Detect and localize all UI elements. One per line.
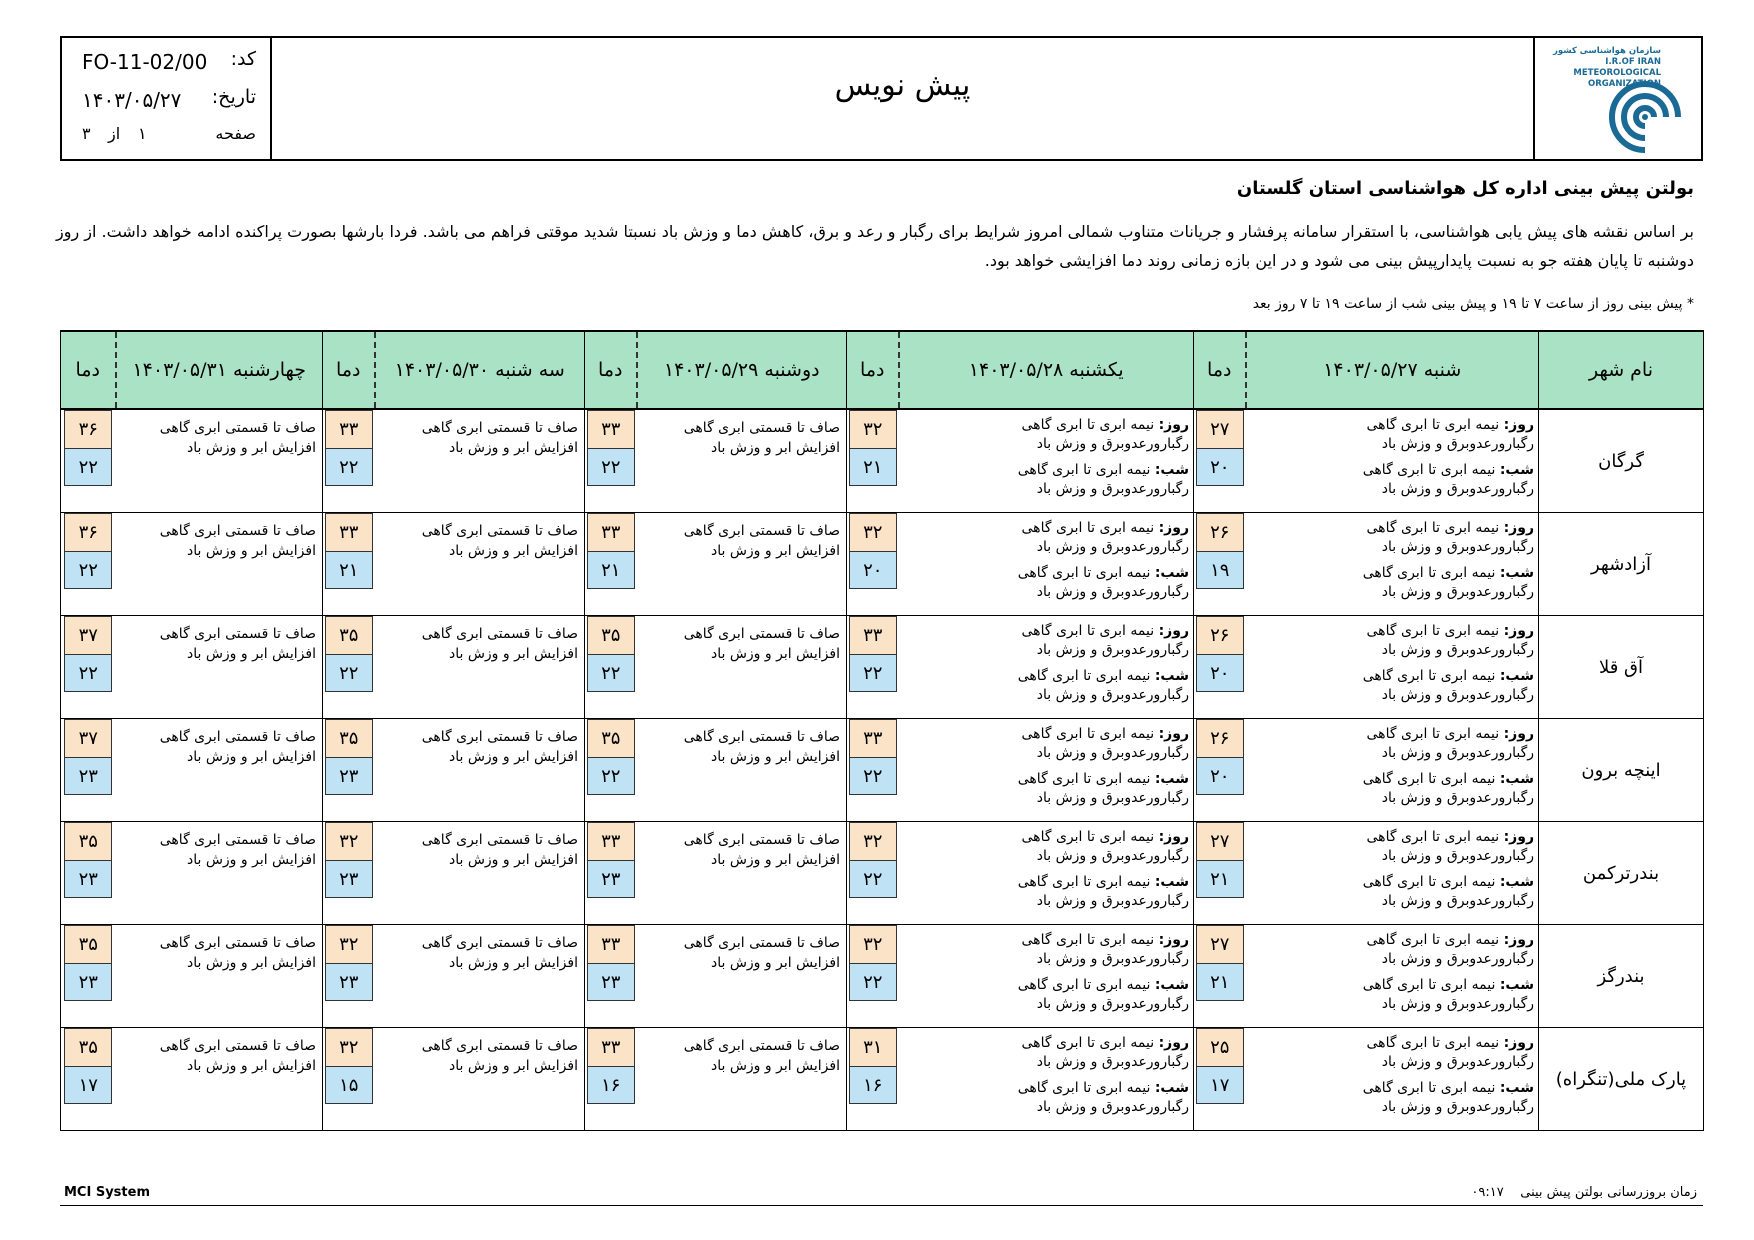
temperature-cell [1194, 616, 1246, 719]
forecast-description [1246, 409, 1539, 513]
bulletin-title: بولتن پیش بینی اداره کل هواشناسی استان گلستان [1236, 178, 1694, 199]
forecast-description [116, 925, 323, 1028]
temperature-cell [585, 409, 637, 513]
night-label: شب: [1154, 874, 1189, 890]
forecast-text: صاف تا قسمتی ابری گاهی افزایش ابر و وزش باد [421, 729, 578, 765]
day-forecast-line2: رگبارورعدوبرق و وزش باد [1381, 436, 1534, 452]
date-label: تاریخ: [211, 86, 256, 108]
temp-header: دما [1194, 331, 1246, 409]
night-forecast-line2: رگبارورعدوبرق و وزش باد [1381, 893, 1534, 909]
min-temperature: ۱۷ [64, 1066, 112, 1104]
temp-header: دما [323, 331, 375, 409]
temperature-cell [585, 822, 637, 925]
max-temperature: ۳۲ [325, 822, 373, 860]
footer-update-time [1471, 1185, 1697, 1200]
day-header: شنبه ۱۴۰۳/۰۵/۲۷ [1246, 331, 1539, 409]
day-label: روز: [1158, 623, 1189, 639]
night-forecast-line1: نیمه ابری تا ابری گاهی [1362, 874, 1496, 890]
night-forecast-line2: رگبارورعدوبرق و وزش باد [1381, 687, 1534, 703]
city-column-header: نام شهر [1539, 331, 1704, 409]
day-forecast-line1: نیمه ابری تا ابری گاهی [1366, 520, 1500, 536]
forecast-description [375, 409, 585, 513]
max-temperature: ۳۲ [325, 1028, 373, 1066]
night-forecast-line2: رگبارورعدوبرق و وزش باد [1036, 996, 1189, 1012]
day-label: روز: [1158, 1035, 1189, 1051]
night-label: شب: [1499, 874, 1534, 890]
night-label: شب: [1154, 462, 1189, 478]
night-forecast-line1: نیمه ابری تا ابری گاهی [1017, 771, 1151, 787]
temperature-cell [61, 1028, 116, 1131]
min-temperature: ۲۲ [849, 963, 897, 1001]
city-name: بندرگز [1539, 925, 1704, 1028]
footer-update-value: ۰۹:۱۷ [1471, 1185, 1504, 1200]
forecast-description [116, 513, 323, 616]
night-label: شب: [1499, 1080, 1534, 1096]
forecast-text: صاف تا قسمتی ابری گاهی افزایش ابر و وزش باد [421, 935, 578, 971]
day-forecast-line1: نیمه ابری تا ابری گاهی [1366, 1035, 1500, 1051]
temperature-cell [323, 616, 375, 719]
min-temperature: ۱۵ [325, 1066, 373, 1104]
max-temperature: ۳۵ [325, 616, 373, 654]
night-label: شب: [1154, 668, 1189, 684]
forecast-text: صاف تا قسمتی ابری گاهی افزایش ابر و وزش باد [683, 1038, 840, 1074]
min-temperature: ۲۲ [64, 551, 112, 589]
page-title: پیش نویس [834, 68, 971, 103]
min-temperature: ۲۲ [849, 757, 897, 795]
page-current: ۱ [138, 124, 147, 143]
temperature-cell [585, 719, 637, 822]
day-label: روز: [1158, 726, 1189, 742]
max-temperature: ۳۲ [325, 925, 373, 963]
forecast-text: صاف تا قسمتی ابری گاهی افزایش ابر و وزش باد [421, 1038, 578, 1074]
day-forecast-line2: رگبارورعدوبرق و وزش باد [1381, 951, 1534, 967]
min-temperature: ۲۳ [587, 860, 635, 898]
code-label: کد: [230, 48, 256, 70]
forecast-description [899, 616, 1194, 719]
night-forecast-line1: نیمه ابری تا ابری گاهی [1017, 977, 1151, 993]
forecast-description [116, 1028, 323, 1131]
day-forecast-line1: نیمه ابری تا ابری گاهی [1366, 932, 1500, 948]
min-temperature: ۲۲ [849, 860, 897, 898]
table-row [61, 409, 1704, 513]
day-label: روز: [1503, 829, 1534, 845]
night-forecast-line1: نیمه ابری تا ابری گاهی [1362, 771, 1496, 787]
night-label: شب: [1499, 977, 1534, 993]
max-temperature: ۲۶ [1196, 616, 1244, 654]
day-header: دوشنبه ۱۴۰۳/۰۵/۲۹ [637, 331, 847, 409]
table-row [61, 513, 1704, 616]
forecast-text: صاف تا قسمتی ابری گاهی افزایش ابر و وزش باد [421, 626, 578, 662]
max-temperature: ۲۵ [1196, 1028, 1244, 1066]
temperature-cell [61, 925, 116, 1028]
night-label: شب: [1154, 565, 1189, 581]
day-forecast-line1: نیمه ابری تا ابری گاهی [1021, 623, 1155, 639]
max-temperature: ۳۳ [325, 513, 373, 551]
forecast-description [375, 1028, 585, 1131]
day-label: روز: [1158, 520, 1189, 536]
max-temperature: ۲۷ [1196, 410, 1244, 448]
forecast-description [1246, 513, 1539, 616]
temperature-cell [61, 409, 116, 513]
min-temperature: ۲۱ [587, 551, 635, 589]
forecast-text: صاف تا قسمتی ابری گاهی افزایش ابر و وزش باد [421, 420, 578, 456]
night-forecast-line1: نیمه ابری تا ابری گاهی [1017, 565, 1151, 581]
min-temperature: ۲۳ [325, 963, 373, 1001]
night-forecast-line1: نیمه ابری تا ابری گاهی [1017, 462, 1151, 478]
forecast-description [637, 719, 847, 822]
forecast-description [375, 719, 585, 822]
temperature-cell [847, 925, 899, 1028]
min-temperature: ۲۰ [1196, 654, 1244, 692]
forecast-description [375, 822, 585, 925]
temperature-cell [323, 409, 375, 513]
code-value: FO-11-02/00 [82, 50, 208, 74]
day-label: روز: [1503, 932, 1534, 948]
forecast-text: صاف تا قسمتی ابری گاهی افزایش ابر و وزش باد [159, 935, 316, 971]
document-code-block [62, 38, 272, 159]
min-temperature: ۲۲ [587, 654, 635, 692]
max-temperature: ۲۷ [1196, 925, 1244, 963]
night-forecast-line1: نیمه ابری تا ابری گاهی [1362, 977, 1496, 993]
min-temperature: ۲۲ [325, 448, 373, 486]
max-temperature: ۳۱ [849, 1028, 897, 1066]
forecast-text: صاف تا قسمتی ابری گاهی افزایش ابر و وزش باد [683, 729, 840, 765]
night-forecast-line2: رگبارورعدوبرق و وزش باد [1036, 687, 1189, 703]
day-header: چهارشنبه ۱۴۰۳/۰۵/۳۱ [116, 331, 323, 409]
min-temperature: ۱۶ [849, 1066, 897, 1104]
night-forecast-line1: نیمه ابری تا ابری گاهی [1017, 1080, 1151, 1096]
city-name: اینچه برون [1539, 719, 1704, 822]
night-forecast-line2: رگبارورعدوبرق و وزش باد [1036, 481, 1189, 497]
forecast-description [116, 822, 323, 925]
temperature-cell [847, 409, 899, 513]
day-forecast-line2: رگبارورعدوبرق و وزش باد [1381, 642, 1534, 658]
forecast-description [637, 822, 847, 925]
max-temperature: ۳۵ [587, 616, 635, 654]
temperature-cell [847, 1028, 899, 1131]
date-value: ۱۴۰۳/۰۵/۲۷ [82, 88, 182, 112]
night-forecast-line2: رگبارورعدوبرق و وزش باد [1381, 481, 1534, 497]
forecast-description [637, 925, 847, 1028]
forecast-description [375, 925, 585, 1028]
max-temperature: ۳۲ [849, 925, 897, 963]
temperature-cell [1194, 822, 1246, 925]
temperature-cell [323, 1028, 375, 1131]
temperature-cell [1194, 719, 1246, 822]
temperature-cell [61, 616, 116, 719]
day-forecast-line2: رگبارورعدوبرق و وزش باد [1036, 1054, 1189, 1070]
forecast-description [637, 409, 847, 513]
max-temperature: ۲۷ [1196, 822, 1244, 860]
forecast-text: صاف تا قسمتی ابری گاهی افزایش ابر و وزش باد [683, 626, 840, 662]
temp-header: دما [847, 331, 899, 409]
forecast-text: صاف تا قسمتی ابری گاهی افزایش ابر و وزش باد [159, 1038, 316, 1074]
day-forecast-line2: رگبارورعدوبرق و وزش باد [1381, 539, 1534, 555]
max-temperature: ۳۲ [849, 410, 897, 448]
forecast-text: صاف تا قسمتی ابری گاهی افزایش ابر و وزش باد [421, 832, 578, 868]
min-temperature: ۲۱ [849, 448, 897, 486]
night-forecast-line2: رگبارورعدوبرق و وزش باد [1036, 1099, 1189, 1115]
night-label: شب: [1499, 462, 1534, 478]
max-temperature: ۳۶ [64, 410, 112, 448]
night-forecast-line2: رگبارورعدوبرق و وزش باد [1381, 584, 1534, 600]
temperature-cell [847, 616, 899, 719]
min-temperature: ۲۰ [1196, 757, 1244, 795]
day-forecast-line2: رگبارورعدوبرق و وزش باد [1036, 951, 1189, 967]
forecast-description [899, 409, 1194, 513]
night-forecast-line2: رگبارورعدوبرق و وزش باد [1036, 893, 1189, 909]
table-row [61, 719, 1704, 822]
min-temperature: ۲۲ [64, 448, 112, 486]
max-temperature: ۳۵ [64, 925, 112, 963]
table-header-row [61, 331, 1704, 409]
night-forecast-line1: نیمه ابری تا ابری گاهی [1362, 565, 1496, 581]
forecast-description [637, 1028, 847, 1131]
temperature-cell [323, 513, 375, 616]
temperature-cell [1194, 1028, 1246, 1131]
min-temperature: ۲۱ [325, 551, 373, 589]
day-label: روز: [1503, 417, 1534, 433]
night-label: شب: [1154, 977, 1189, 993]
forecast-description [637, 616, 847, 719]
min-temperature: ۲۰ [849, 551, 897, 589]
min-temperature: ۱۶ [587, 1066, 635, 1104]
forecast-text: صاف تا قسمتی ابری گاهی افزایش ابر و وزش باد [159, 832, 316, 868]
max-temperature: ۲۶ [1196, 719, 1244, 757]
forecast-description [375, 513, 585, 616]
day-forecast-line2: رگبارورعدوبرق و وزش باد [1036, 436, 1189, 452]
forecast-text: صاف تا قسمتی ابری گاهی افزایش ابر و وزش باد [683, 832, 840, 868]
forecast-text: صاف تا قسمتی ابری گاهی افزایش ابر و وزش باد [683, 420, 840, 456]
forecast-description [899, 822, 1194, 925]
max-temperature: ۳۵ [587, 719, 635, 757]
day-forecast-line1: نیمه ابری تا ابری گاهی [1366, 829, 1500, 845]
forecast-text: صاف تا قسمتی ابری گاهی افزایش ابر و وزش باد [683, 935, 840, 971]
min-temperature: ۲۲ [587, 757, 635, 795]
max-temperature: ۳۳ [587, 513, 635, 551]
temperature-cell [323, 719, 375, 822]
forecast-text: صاف تا قسمتی ابری گاهی افزایش ابر و وزش باد [159, 523, 316, 559]
night-label: شب: [1499, 668, 1534, 684]
night-label: شب: [1154, 771, 1189, 787]
min-temperature: ۲۳ [64, 860, 112, 898]
min-temperature: ۲۳ [325, 860, 373, 898]
day-forecast-line2: رگبارورعدوبرق و وزش باد [1036, 745, 1189, 761]
max-temperature: ۳۳ [849, 616, 897, 654]
page-of: از [108, 124, 121, 143]
max-temperature: ۳۳ [587, 1028, 635, 1066]
table-row [61, 925, 1704, 1028]
day-forecast-line1: نیمه ابری تا ابری گاهی [1021, 726, 1155, 742]
night-forecast-line1: نیمه ابری تا ابری گاهی [1017, 668, 1151, 684]
day-forecast-line1: نیمه ابری تا ابری گاهی [1021, 829, 1155, 845]
day-forecast-line1: نیمه ابری تا ابری گاهی [1366, 726, 1500, 742]
forecast-description [116, 409, 323, 513]
day-label: روز: [1503, 520, 1534, 536]
day-forecast-line2: رگبارورعدوبرق و وزش باد [1036, 539, 1189, 555]
night-forecast-line2: رگبارورعدوبرق و وزش باد [1381, 1099, 1534, 1115]
forecast-description [1246, 925, 1539, 1028]
page-total: ۳ [82, 124, 91, 143]
min-temperature: ۲۱ [1196, 963, 1244, 1001]
day-label: روز: [1503, 726, 1534, 742]
temperature-cell [847, 822, 899, 925]
day-label: روز: [1158, 829, 1189, 845]
day-forecast-line1: نیمه ابری تا ابری گاهی [1021, 417, 1155, 433]
forecast-text: صاف تا قسمتی ابری گاهی افزایش ابر و وزش باد [421, 523, 578, 559]
night-forecast-line1: نیمه ابری تا ابری گاهی [1362, 462, 1496, 478]
day-label: روز: [1158, 417, 1189, 433]
min-temperature: ۲۰ [1196, 448, 1244, 486]
day-label: روز: [1503, 623, 1534, 639]
night-forecast-line1: نیمه ابری تا ابری گاهی [1017, 874, 1151, 890]
table-row [61, 1028, 1704, 1131]
day-forecast-line2: رگبارورعدوبرق و وزش باد [1036, 848, 1189, 864]
max-temperature: ۳۳ [849, 719, 897, 757]
table-row [61, 616, 1704, 719]
forecast-description [375, 616, 585, 719]
forecast-description [637, 513, 847, 616]
temperature-cell [323, 822, 375, 925]
day-label: روز: [1503, 1035, 1534, 1051]
forecast-description [899, 925, 1194, 1028]
day-forecast-line1: نیمه ابری تا ابری گاهی [1021, 1035, 1155, 1051]
max-temperature: ۳۲ [849, 513, 897, 551]
temperature-cell [847, 513, 899, 616]
min-temperature: ۱۷ [1196, 1066, 1244, 1104]
forecast-description [899, 1028, 1194, 1131]
night-forecast-line1: نیمه ابری تا ابری گاهی [1362, 1080, 1496, 1096]
night-label: شب: [1499, 771, 1534, 787]
forecast-description [1246, 616, 1539, 719]
city-name: گرگان [1539, 409, 1704, 513]
temperature-cell [585, 1028, 637, 1131]
min-temperature: ۲۲ [587, 448, 635, 486]
forecast-text: صاف تا قسمتی ابری گاهی افزایش ابر و وزش باد [159, 626, 316, 662]
max-temperature: ۳۲ [849, 822, 897, 860]
city-name: آزادشهر [1539, 513, 1704, 616]
temperature-cell [61, 513, 116, 616]
day-forecast-line1: نیمه ابری تا ابری گاهی [1366, 417, 1500, 433]
max-temperature: ۳۶ [64, 513, 112, 551]
night-forecast-line1: نیمه ابری تا ابری گاهی [1362, 668, 1496, 684]
city-name: بندرترکمن [1539, 822, 1704, 925]
min-temperature: ۲۱ [1196, 860, 1244, 898]
max-temperature: ۳۵ [64, 1028, 112, 1066]
day-forecast-line1: نیمه ابری تا ابری گاهی [1021, 932, 1155, 948]
night-forecast-line2: رگبارورعدوبرق و وزش باد [1381, 790, 1534, 806]
day-label: روز: [1158, 932, 1189, 948]
max-temperature: ۳۷ [64, 719, 112, 757]
night-forecast-line2: رگبارورعدوبرق و وزش باد [1036, 790, 1189, 806]
max-temperature: ۳۳ [587, 410, 635, 448]
temperature-cell [61, 822, 116, 925]
night-label: شب: [1499, 565, 1534, 581]
day-forecast-line2: رگبارورعدوبرق و وزش باد [1381, 745, 1534, 761]
day-forecast-line2: رگبارورعدوبرق و وزش باد [1381, 1054, 1534, 1070]
forecast-description [1246, 719, 1539, 822]
day-forecast-line1: نیمه ابری تا ابری گاهی [1366, 623, 1500, 639]
day-header: یکشنبه ۱۴۰۳/۰۵/۲۸ [899, 331, 1194, 409]
page-footer [60, 1183, 1703, 1206]
temperature-cell [1194, 513, 1246, 616]
temp-header: دما [61, 331, 116, 409]
logo-text: سازمان هواشناسی کشور I.R.OF IRAN METEOROLOGICAL ORGANIZATION [1552, 46, 1661, 89]
forecast-table [60, 330, 1704, 1131]
page-label: صفحه [215, 124, 256, 143]
max-temperature: ۳۳ [587, 822, 635, 860]
day-header: سه شنبه ۱۴۰۳/۰۵/۳۰ [375, 331, 585, 409]
footer-system-name: MCI System [64, 1185, 150, 1200]
forecast-table-body [61, 409, 1704, 1131]
min-temperature: ۲۲ [325, 654, 373, 692]
forecast-text: صاف تا قسمتی ابری گاهی افزایش ابر و وزش باد [159, 729, 316, 765]
max-temperature: ۳۵ [64, 822, 112, 860]
max-temperature: ۳۳ [325, 410, 373, 448]
max-temperature: ۳۷ [64, 616, 112, 654]
forecast-text: صاف تا قسمتی ابری گاهی افزایش ابر و وزش باد [159, 420, 316, 456]
meteorological-logo-icon [1605, 80, 1685, 154]
forecast-description [116, 616, 323, 719]
night-label: شب: [1154, 1080, 1189, 1096]
max-temperature: ۳۳ [587, 925, 635, 963]
footer-update-label: زمان بروزرسانی بولتن پیش بینی [1520, 1185, 1697, 1200]
bulletin-note: * پیش بینی روز از ساعت ۷ تا ۱۹ و پیش بینی شب از ساعت ۱۹ تا ۷ روز بعد [1252, 296, 1694, 312]
document-header [60, 36, 1703, 161]
min-temperature: ۲۳ [587, 963, 635, 1001]
night-forecast-line2: رگبارورعدوبرق و وزش باد [1036, 584, 1189, 600]
min-temperature: ۲۲ [849, 654, 897, 692]
min-temperature: ۲۳ [325, 757, 373, 795]
min-temperature: ۲۳ [64, 963, 112, 1001]
temperature-cell [585, 925, 637, 1028]
city-name: پارک ملی(تنگراه) [1539, 1028, 1704, 1131]
forecast-description [1246, 822, 1539, 925]
forecast-description [116, 719, 323, 822]
city-name: آق قلا [1539, 616, 1704, 719]
forecast-description [899, 513, 1194, 616]
day-forecast-line1: نیمه ابری تا ابری گاهی [1021, 520, 1155, 536]
min-temperature: ۲۳ [64, 757, 112, 795]
temperature-cell [1194, 925, 1246, 1028]
temperature-cell [61, 719, 116, 822]
min-temperature: ۱۹ [1196, 551, 1244, 589]
temperature-cell [847, 719, 899, 822]
forecast-description [1246, 1028, 1539, 1131]
min-temperature: ۲۲ [64, 654, 112, 692]
max-temperature: ۳۵ [325, 719, 373, 757]
bulletin-paragraph: بر اساس نقشه های پیش یابی هواشناسی، با استقرار سامانه پرفشار و جریانات متناوب شمالی امروز شرایط برای رگبار و رعد و برق، کاهش دما و وزش باد نسبتا شدید موقتی فراهم می باشد. فردا بارشها بصورت پراکنده ادامه خواهد داشت. از روز دوشنبه تا پایان هفته جو به نسبت پایدارپیش بینی می شود و در این بازه زمانی روند دما افزایشی خواهد بود. [55, 222, 1694, 270]
temperature-cell [585, 616, 637, 719]
temperature-cell [1194, 409, 1246, 513]
night-forecast-line2: رگبارورعدوبرق و وزش باد [1381, 996, 1534, 1012]
temperature-cell [323, 925, 375, 1028]
max-temperature: ۲۶ [1196, 513, 1244, 551]
table-row [61, 822, 1704, 925]
day-forecast-line2: رگبارورعدوبرق و وزش باد [1036, 642, 1189, 658]
temp-header: دما [585, 331, 637, 409]
forecast-description [899, 719, 1194, 822]
organization-logo [1533, 38, 1701, 159]
temperature-cell [585, 513, 637, 616]
day-forecast-line2: رگبارورعدوبرق و وزش باد [1381, 848, 1534, 864]
forecast-text: صاف تا قسمتی ابری گاهی افزایش ابر و وزش باد [683, 523, 840, 559]
